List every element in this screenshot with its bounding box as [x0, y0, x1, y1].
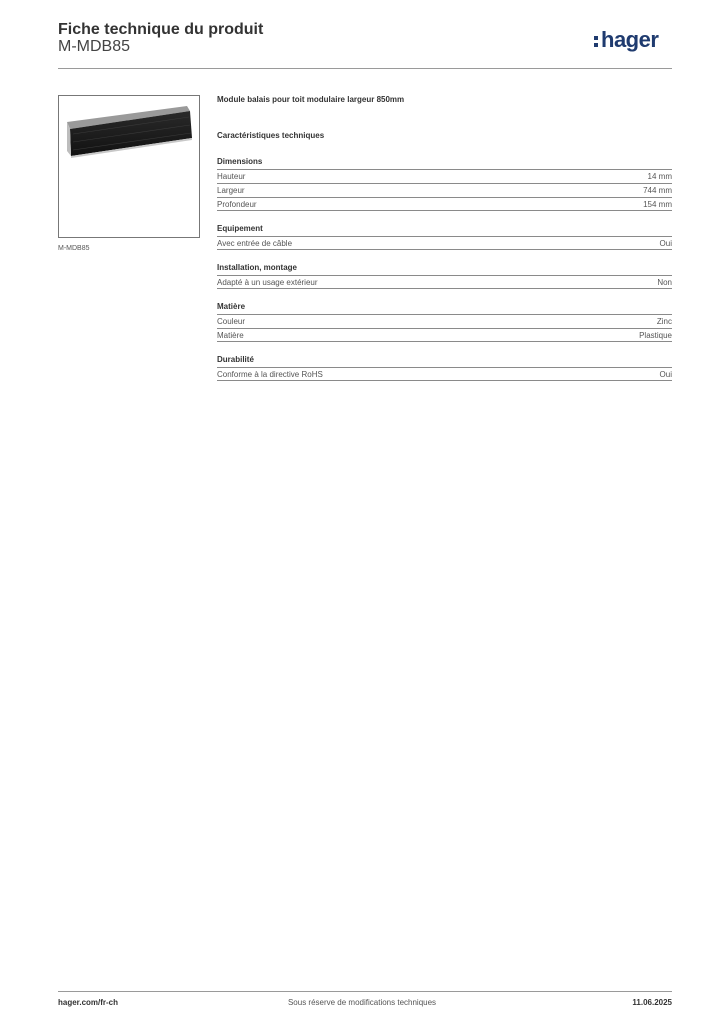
spec-label: Adapté à un usage extérieur	[217, 277, 318, 287]
spec-value: 154 mm	[643, 199, 672, 209]
product-content	[217, 95, 672, 381]
product-reference: M-MDB85	[58, 38, 131, 55]
page-title: Fiche technique du produit	[58, 21, 264, 38]
spec-value: Plastique	[639, 330, 672, 340]
spec-label: Couleur	[217, 317, 246, 326]
spec-value: Non	[657, 277, 672, 287]
section-installation	[217, 263, 672, 289]
spec-row	[217, 367, 672, 381]
logo-text: hager	[601, 27, 659, 52]
spec-row	[217, 314, 672, 328]
spec-row	[217, 275, 672, 289]
product-image-caption: M-MDB85	[58, 245, 90, 252]
brush-module-photo-icon	[59, 96, 199, 237]
spec-label: Matière	[217, 330, 244, 340]
spec-value: 14 mm	[647, 172, 672, 181]
section-dimensions	[217, 157, 672, 211]
product-description: Module balais pour toit modulaire largeur 850mm	[217, 95, 405, 104]
spec-value: Oui	[659, 238, 672, 248]
spec-label: Hauteur	[217, 172, 246, 181]
spec-row	[217, 183, 672, 197]
section-title: Dimensions	[217, 157, 263, 166]
spec-row	[217, 328, 672, 342]
footer-disclaimer: Sous réserve de modifications techniques	[287, 998, 437, 1007]
section-title: Matière	[217, 302, 246, 311]
spec-value: 744 mm	[643, 186, 672, 195]
spec-label: Avec entrée de câble	[217, 238, 293, 248]
product-image-frame	[58, 95, 200, 238]
spec-label: Profondeur	[217, 199, 257, 209]
section-title: Equipement	[217, 224, 263, 233]
footer-date: 11.06.2025	[632, 998, 672, 1007]
spec-label: Conforme à la directive RoHS	[217, 369, 323, 379]
section-title: Durabilité	[217, 355, 254, 364]
hager-logo	[594, 27, 658, 53]
spec-row	[217, 169, 672, 183]
header-divider	[58, 68, 672, 69]
section-title: Installation, montage	[217, 263, 298, 272]
spec-label: Largeur	[217, 186, 245, 195]
section-durabilite	[217, 355, 672, 381]
footer-divider	[58, 991, 672, 992]
section-equipement	[217, 224, 672, 250]
spec-row	[217, 236, 672, 250]
spec-row	[217, 197, 672, 211]
footer-website-link[interactable]: hager.com/fr-ch	[58, 998, 119, 1007]
section-matiere	[217, 302, 672, 342]
logo-mark-icon	[594, 34, 599, 48]
spec-value: Zinc	[656, 317, 672, 326]
tech-characteristics-title: Caractéristiques techniques	[217, 131, 325, 140]
spec-value: Oui	[659, 369, 672, 379]
